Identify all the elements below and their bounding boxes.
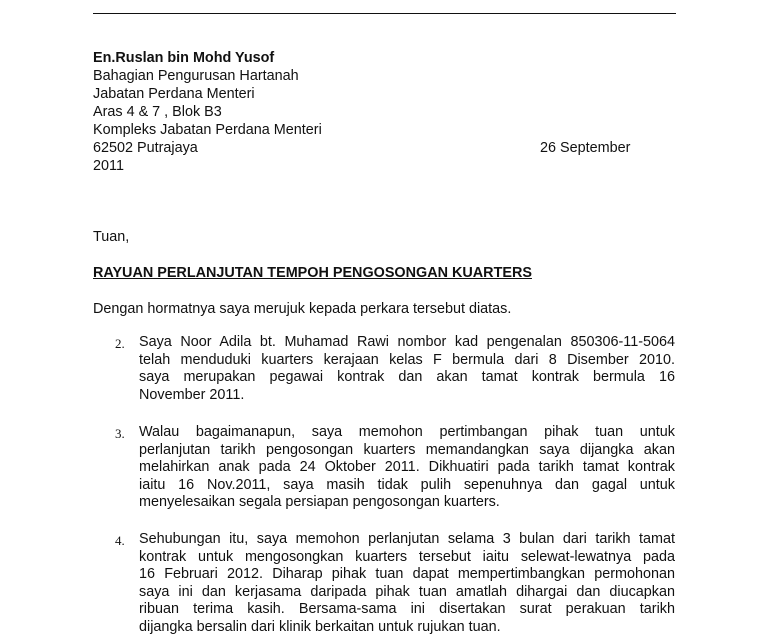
paragraph-line: menyelesaikan segala persiapan pengosongan kuarters. bbox=[139, 494, 500, 511]
address-line-5: 62502 Putrajaya bbox=[93, 140, 198, 156]
paragraph-line: Saya Noor Adila bt. Muhamad Rawi nombor kad pengenalan 850306-11-5064 bbox=[139, 334, 675, 350]
letter-date: 26 September bbox=[540, 140, 631, 156]
salutation: Tuan, bbox=[93, 229, 130, 245]
paragraph-number: 4. bbox=[115, 533, 125, 548]
paragraph-line: saya ini dan kerjasama daripada pihak tuan amatlah dihargai dan diucapkan bbox=[139, 583, 675, 600]
paragraph-3 bbox=[139, 424, 675, 512]
address-line-4: Kompleks Jabatan Perdana Menteri bbox=[93, 122, 322, 138]
address-line-1: Bahagian Pengurusan Hartanah bbox=[93, 68, 299, 84]
paragraph-line: dijangka bersalin dari klinik berkaitan untuk rujukan tuan. bbox=[139, 618, 501, 635]
paragraph-number: 2. bbox=[115, 336, 125, 351]
paragraph-number: 3. bbox=[115, 426, 125, 441]
paragraph-2 bbox=[139, 334, 675, 404]
address-line-3: Aras 4 & 7 , Blok B3 bbox=[93, 104, 222, 120]
header-rule bbox=[93, 13, 676, 14]
paragraph-line: iaitu 16 Nov.2011, saya masih tidak pulih sepenuhnya dan gagal untuk bbox=[139, 476, 675, 493]
paragraph-line: kontrak untuk mengosongkan kuarters tersebut iaitu selewat-lewatnya pada bbox=[139, 548, 675, 565]
paragraph-line: 16 Februari 2012. Diharap pihak tuan dapat mempertimbangkan permohonan bbox=[139, 566, 675, 583]
paragraph-line: Sehubungan itu, saya memohon perlanjutan selama 3 bulan dari tarikh tamat bbox=[139, 531, 675, 547]
paragraph-line: perlanjutan tarikh pengosongan kuarters memandangkan saya dijangka akan bbox=[139, 441, 675, 458]
paragraph-4 bbox=[139, 531, 675, 637]
paragraph-line: November 2011. bbox=[139, 386, 245, 403]
paragraph-line: melahirkan anak pada 24 Oktober 2011. Dikhuatiri pada tarikh tamat kontrak bbox=[139, 459, 675, 476]
recipient-name: En.Ruslan bin Mohd Yusof bbox=[93, 50, 275, 66]
paragraph-line: telah menduduki kuarters kerajaan kelas F bermula dari 8 Disember 2010. bbox=[139, 351, 675, 368]
address-line-2: Jabatan Perdana Menteri bbox=[93, 86, 255, 102]
paragraph-line: Walau bagaimanapun, saya memohon pertimbangan pihak tuan untuk bbox=[139, 424, 675, 440]
paragraph-line: ribuan terima kasih. Bersama-sama ini disertakan surat perakuan tarikh bbox=[139, 601, 675, 618]
letter-subject: RAYUAN PERLANJUTAN TEMPOH PENGOSONGAN KUARTERS bbox=[93, 265, 532, 281]
opening-line: Dengan hormatnya saya merujuk kepada perkara tersebut diatas. bbox=[93, 301, 512, 317]
letter-date-year: 2011 bbox=[93, 158, 124, 174]
paragraph-line: saya merupakan pegawai kontrak dan akan tamat kontrak bermula 16 bbox=[139, 369, 675, 386]
